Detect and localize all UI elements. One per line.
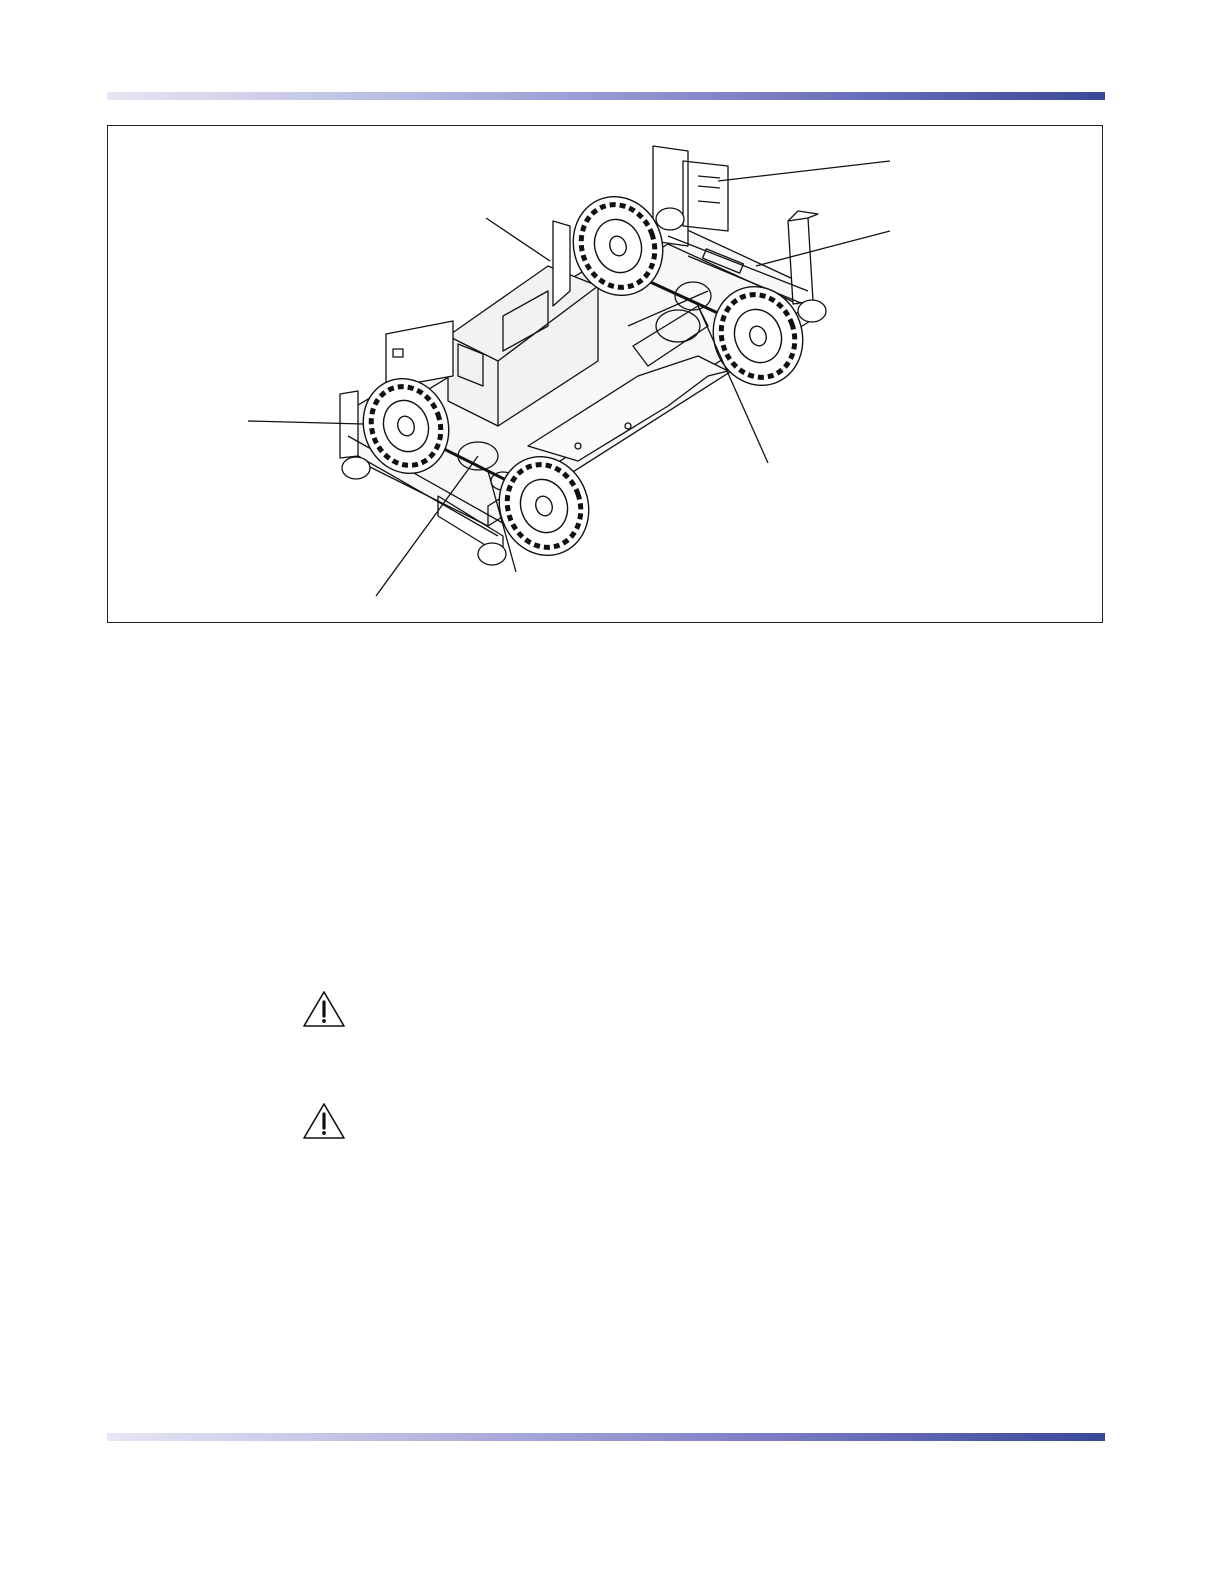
machine-line-drawing	[108, 126, 1104, 624]
stabilizer-pad-front-right	[478, 543, 506, 565]
warning-triangle-icon	[302, 1101, 346, 1141]
warning-triangle-icon	[302, 989, 346, 1029]
outrigger-front-left	[340, 391, 358, 458]
footer-rule	[107, 1433, 1105, 1441]
leader-line-top-right-1	[718, 161, 890, 181]
stabilizer-pad-rear-left	[656, 208, 684, 230]
stabilizer-pad-rear-right	[798, 300, 826, 322]
control-box-lid-right	[553, 221, 570, 306]
leader-line-control-box	[486, 218, 550, 261]
header-rule	[107, 92, 1105, 100]
machine-underside-figure	[107, 125, 1103, 623]
stabilizer-pad-front-left	[342, 457, 370, 479]
outrigger-rear-right	[788, 218, 813, 304]
control-box-lid-left	[386, 321, 453, 388]
leader-line-top-right-2	[756, 231, 890, 266]
